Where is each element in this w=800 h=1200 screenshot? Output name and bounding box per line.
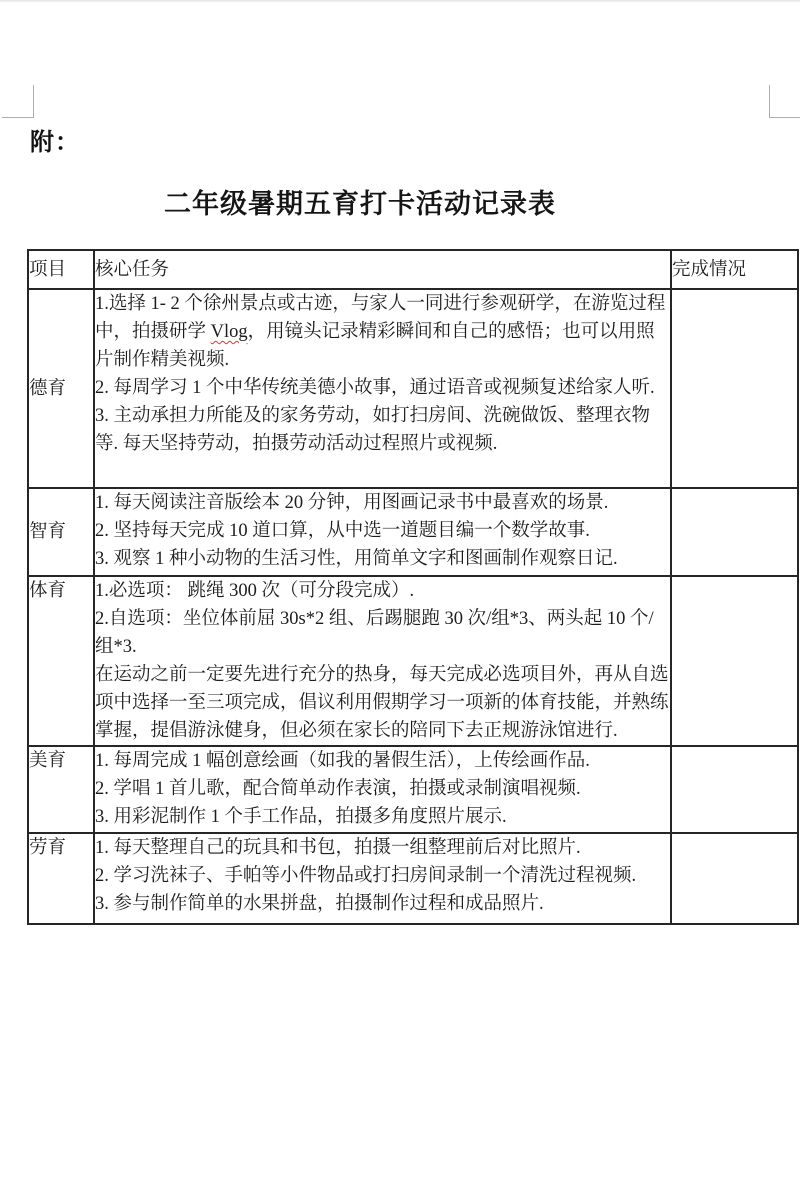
tasks-cell [94, 833, 671, 924]
header-completion: 完成情况 [671, 250, 798, 289]
task-item: 3. 用彩泥制作 1 个手工作品，拍摄多角度照片展示. [95, 807, 507, 827]
completion-cell [671, 488, 798, 576]
task-item: 2. 学习洗袜子、手帕等小件物品或打扫房间录制一个清洗过程视频. [95, 866, 637, 886]
tasks-cell [94, 576, 671, 746]
photo-edge-shadow [0, 0, 800, 3]
attachment-label: 附： [30, 129, 80, 156]
task-item: 3. 参与制作简单的水果拼盘，拍摄制作过程和成品照片. [95, 894, 544, 914]
completion-cell [671, 833, 798, 924]
task-item: 1. 每天阅读注音版绘本 20 分钟，用图画记录书中最喜欢的场景. [95, 493, 609, 513]
table-row-physical [28, 576, 798, 746]
margin-corner-mark-left [2, 85, 34, 118]
completion-cell [671, 289, 798, 488]
table-row-moral [28, 289, 798, 488]
margin-corner-mark-right [769, 85, 800, 118]
task-item: 在运动之前一定要先进行充分的热身，每天完成必选项目外，再从自选项中选择一至三项完成，倡议利用假期学习一项新的体育技能，并熟练掌握，提倡游泳健身，但必须在家长的陪同下去正规游泳馆进行. [95, 665, 669, 741]
task-item: 1. 每天整理自己的玩具和书包，拍摄一组整理前后对比照片. [95, 838, 581, 858]
task-item: 2. 坚持每天完成 10 道口算，从中选一道题目编一个数学故事. [95, 521, 590, 541]
category-label: 美育 [28, 746, 94, 833]
header-tasks: 核心任务 [94, 250, 671, 289]
category-label: 劳育 [28, 833, 94, 924]
task-item: 1. 每周完成 1 幅创意绘画（如我的暑假生活），上传绘画作品. [95, 751, 590, 771]
completion-cell [671, 746, 798, 833]
table-row-labor [28, 833, 798, 924]
task-item: 3. 观察 1 种小动物的生活习性，用简单文字和图画制作观察日记. [95, 549, 618, 569]
record-table [27, 249, 799, 925]
task-item: 1.必选项： 跳绳 300 次（可分段完成）. [95, 581, 415, 601]
task-item: 2. 每周学习 1 个中华传统美德小故事，通过语音或视频复述给家人听. [95, 378, 655, 398]
category-label: 智育 [28, 488, 94, 576]
table-header-row [28, 250, 798, 289]
tasks-cell [94, 488, 671, 576]
category-label: 德育 [28, 289, 94, 488]
task-item: 2.自选项：坐位体前屈 30s*2 组、后踢腿跑 30 次/组*3、两头起 10 个/组*3. [95, 609, 654, 657]
table-row-aesthetic [28, 746, 798, 833]
completion-cell [671, 576, 798, 746]
header-category: 项目 [28, 250, 94, 289]
tasks-cell [94, 289, 671, 488]
tasks-cell [94, 746, 671, 833]
task-item: 2. 学唱 1 首儿歌，配合简单动作表演，拍摄或录制演唱视频. [95, 779, 581, 799]
task-item: 1.选择 1- 2 个徐州景点或古迹，与家人一同进行参观研学，在游览过程中，拍摄研学 Vlog，用镜头记录精彩瞬间和自己的感悟；也可以用照片制作精美视频. [95, 294, 666, 370]
task-item: 3. 主动承担力所能及的家务劳动，如打扫房间、洗碗做饭、整理衣物等. 每天坚持劳动，拍摄劳动活动过程照片或视频. [95, 406, 651, 454]
category-label: 体育 [28, 576, 94, 746]
table-row-intellectual [28, 488, 798, 576]
page-title: 二年级暑期五育打卡活动记录表 [164, 189, 556, 219]
